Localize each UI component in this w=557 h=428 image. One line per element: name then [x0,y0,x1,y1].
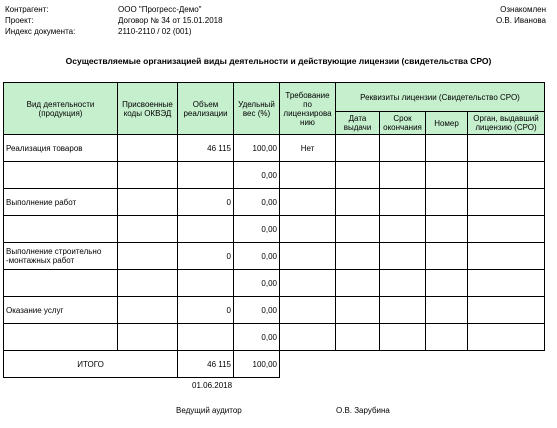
row-licensing [280,162,336,189]
col-header-licensing: Требование по лицензирова нию [280,83,336,135]
row-issue-date [336,216,380,243]
counterparty-value: ООО "Прогресс-Демо" [118,5,202,14]
table-row [4,243,545,270]
col-header-activity: Вид деятельности (продукция) [4,83,118,135]
row-issue-date [336,324,380,351]
row-volume: 0 [178,189,234,216]
row-activity [4,162,118,189]
col-header-okved: Присвоенные коды ОКВЭД [118,83,178,135]
row-licensing [280,270,336,297]
auditor-role: Ведущий аудитор [176,406,242,415]
row-issue-date [336,162,380,189]
row-share: 0,00 [234,216,280,243]
row-share: 0,00 [234,243,280,270]
row-activity: Выполнение работ [4,189,118,216]
total-volume: 46 115 [178,351,234,378]
row-issuer [468,243,545,270]
approval-label: Ознакомлен [500,5,546,14]
row-issuer [468,162,545,189]
row-okved [118,135,178,162]
row-expiry [380,270,426,297]
header-values [118,4,223,37]
row-issue-date [336,297,380,324]
row-number [426,243,468,270]
row-number [426,324,468,351]
row-number [426,216,468,243]
row-volume [178,270,234,297]
row-expiry [380,243,426,270]
row-activity: Реализация товаров [4,135,118,162]
row-volume [178,216,234,243]
row-volume [178,324,234,351]
row-expiry [380,216,426,243]
row-activity [4,270,118,297]
col-header-volume: Объем реализации [178,83,234,135]
row-expiry [380,189,426,216]
row-issue-date [336,270,380,297]
row-activity [4,216,118,243]
row-share: 0,00 [234,189,280,216]
row-okved [118,243,178,270]
row-licensing [280,216,336,243]
row-activity: Оказание услуг [4,297,118,324]
col-header-expiry: Срок окончания [380,112,426,135]
approval-block [496,4,546,26]
table-row [4,297,545,324]
row-share: 100,00 [234,135,280,162]
row-expiry [380,135,426,162]
row-licensing [280,243,336,270]
row-okved [118,270,178,297]
row-licensing: Нет [280,135,336,162]
project-label: Проект: [5,16,34,25]
total-row [4,351,545,378]
total-label: ИТОГО [4,351,178,378]
col-header-license-group: Реквизиты лицензии (Свидетельство СРО) [336,83,545,112]
col-header-issuer: Орган, выдавший лицензию (СРО) [468,112,545,135]
row-issuer [468,135,545,162]
table-row [4,189,545,216]
col-header-issue-date: Дата выдачи [336,112,380,135]
row-issuer [468,297,545,324]
row-volume: 0 [178,243,234,270]
row-issuer [468,189,545,216]
row-activity [4,324,118,351]
doc-index-value: 2110-2110 / 02 (001) [118,27,192,36]
row-volume [178,162,234,189]
row-issuer [468,270,545,297]
row-share: 0,00 [234,162,280,189]
header-labels [5,4,75,37]
row-activity: Выполнение строительно -монтажных работ [4,243,118,270]
row-issuer [468,216,545,243]
report-date: 01.06.2018 [192,381,233,390]
col-header-number: Номер [426,112,468,135]
table-row [4,324,545,351]
row-okved [118,216,178,243]
row-okved [118,297,178,324]
row-number [426,135,468,162]
row-volume: 46 115 [178,135,234,162]
total-spacer [280,351,545,378]
document-title: Осуществляемые организацией виды деятельности и действующие лицензии (свидетельства СРО) [65,56,492,66]
row-expiry [380,297,426,324]
counterparty-label: Контрагент: [5,5,49,14]
row-issue-date [336,243,380,270]
project-value: Договор № 34 от 15.01.2018 [118,16,223,25]
activities-table [3,82,545,378]
row-expiry [380,162,426,189]
row-okved [118,324,178,351]
table-row [4,216,545,243]
total-share: 100,00 [234,351,280,378]
col-header-share: Удельный вес (%) [234,83,280,135]
row-expiry [380,324,426,351]
row-licensing [280,324,336,351]
table-row [4,162,545,189]
row-licensing [280,297,336,324]
row-share: 0,00 [234,270,280,297]
row-issue-date [336,189,380,216]
row-number [426,189,468,216]
row-licensing [280,189,336,216]
row-okved [118,162,178,189]
row-share: 0,00 [234,297,280,324]
row-number [426,270,468,297]
doc-index-label: Индекс документа: [5,27,76,36]
row-issuer [468,324,545,351]
row-okved [118,189,178,216]
table-row [4,270,545,297]
approval-name: О.В. Иванова [495,16,546,25]
auditor-name: О.В. Зарубина [336,406,390,415]
table-row [4,135,545,162]
row-issue-date [336,135,380,162]
row-number [426,162,468,189]
row-number [426,297,468,324]
row-share: 0,00 [234,324,280,351]
row-volume: 0 [178,297,234,324]
